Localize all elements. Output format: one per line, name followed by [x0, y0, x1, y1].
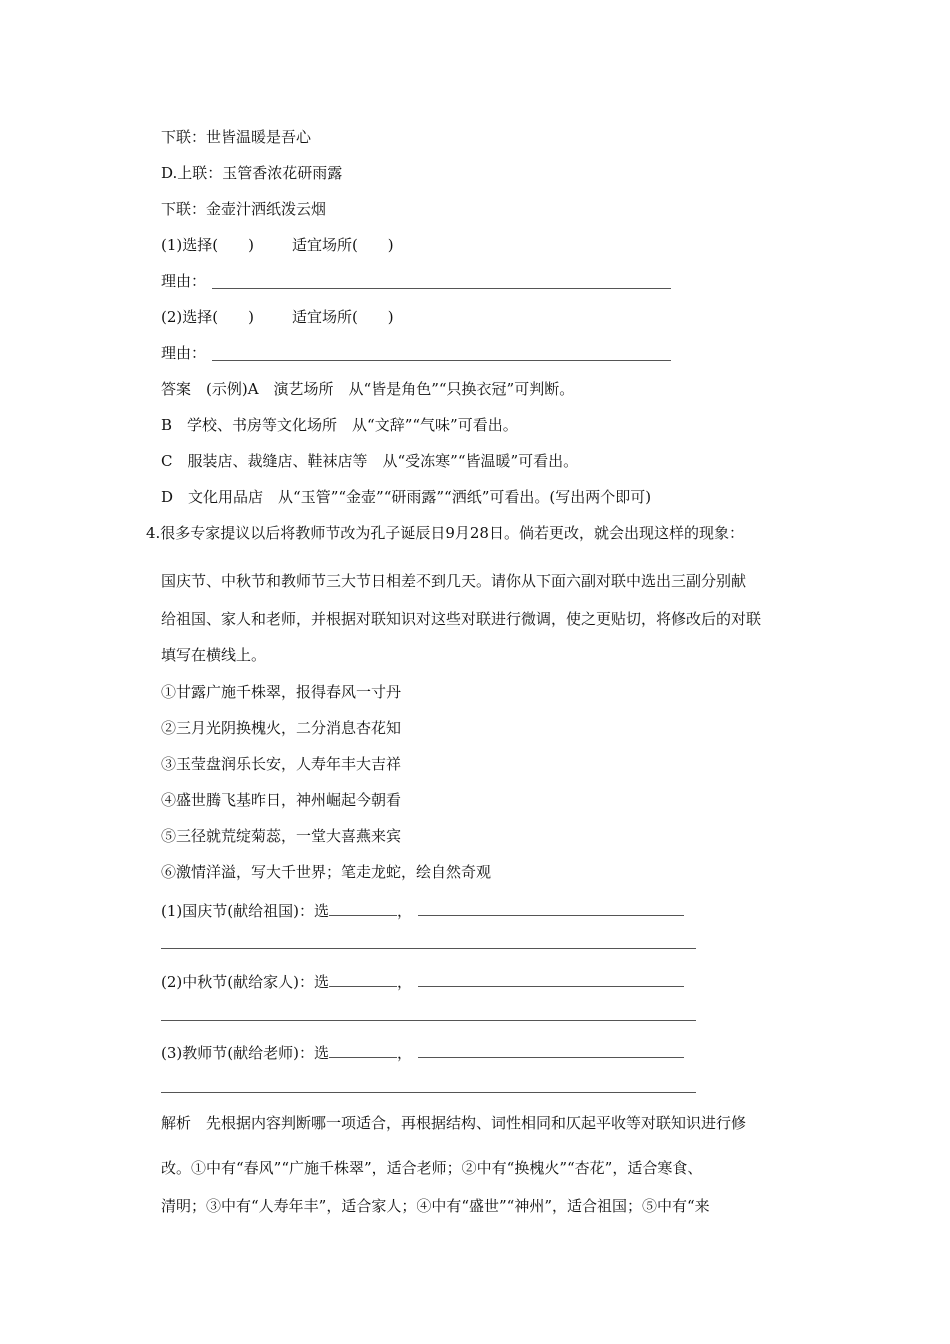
answer-blank[interactable] [418, 1042, 684, 1058]
question-2-select [161, 307, 394, 327]
fill-comma: ， [396, 973, 412, 991]
fill-in-3 [161, 1042, 684, 1063]
fill-comma: ， [396, 902, 412, 920]
couplet-option: ④盛世腾飞基昨日，神州崛起今朝看 [161, 791, 402, 809]
answer-blank[interactable] [418, 971, 684, 987]
couplet-line: D.上联：玉管香浓花研雨露 [161, 164, 343, 182]
answer-blank-continued[interactable] [161, 1020, 696, 1021]
choose-label: (2)选择( ) [161, 308, 254, 326]
analysis-text: 改。①中有“春风”“广施千株翠”，适合老师；②中有“换槐火”“杏花”，适合寒食、 [161, 1159, 703, 1177]
answer-a: 答案 (示例)A 演艺场所 从“皆是角色”“只换衣冠”可判断。 [161, 380, 575, 398]
choice-blank[interactable] [329, 971, 397, 987]
reason-label: 理由： [161, 272, 207, 290]
answer-blank-continued[interactable] [161, 948, 696, 949]
choice-blank[interactable] [329, 900, 397, 916]
reason-label: 理由： [161, 344, 207, 362]
place-label: 适宜场所( ) [291, 308, 394, 326]
question-4-text: 4.很多专家提议以后将教师节改为孔子诞辰日9月28日。倘若更改，就会出现这样的现象： [146, 524, 744, 542]
couplet-option: ⑥激情洋溢，写大千世界；笔走龙蛇，绘自然奇观 [161, 863, 492, 881]
question-4-text: 填写在横线上。 [161, 646, 267, 664]
answer-c: C 服装店、裁缝店、鞋袜店等 从“受冻寒”“皆温暖”可看出。 [161, 452, 579, 470]
answer-b: B 学校、书房等文化场所 从“文辞”“气味”可看出。 [161, 416, 518, 434]
fill-label: (2)中秋节(献给家人)：选 [161, 973, 329, 991]
answer-d: D 文化用品店 从“玉管”“金壶”“研雨露”“洒纸”可看出。(写出两个即可) [161, 488, 652, 506]
fill-label: (1)国庆节(献给祖国)：选 [161, 902, 329, 920]
question-4-text: 给祖国、家人和老师，并根据对联知识对这些对联进行微调，使之更贴切，将修改后的对联 [161, 610, 762, 628]
couplet-line: 下联：金壶汁洒纸泼云烟 [161, 200, 327, 218]
reason-blank[interactable] [212, 360, 671, 361]
analysis-text: 解析 先根据内容判断哪一项适合，再根据结构、词性相同和仄起平收等对联知识进行修 [161, 1114, 747, 1132]
question-1-select [161, 235, 394, 255]
couplet-option: ⑤三径就荒绽菊蕊，一堂大喜燕来宾 [161, 827, 402, 845]
couplet-line: 下联：世皆温暖是吾心 [161, 128, 312, 146]
answer-blank[interactable] [418, 900, 684, 916]
couplet-option: ③玉莹盘润乐长安，人寿年丰大吉祥 [161, 755, 402, 773]
fill-label: (3)教师节(献给老师)：选 [161, 1044, 329, 1062]
analysis-text: 清明；③中有“人寿年丰”，适合家人；④中有“盛世”“神州”，适合祖国；⑤中有“来 [161, 1197, 710, 1215]
choose-label: (1)选择( ) [161, 236, 254, 254]
couplet-option: ①甘露广施千株翠，报得春风一寸丹 [161, 683, 402, 701]
answer-blank-continued[interactable] [161, 1092, 696, 1093]
fill-in-2 [161, 971, 684, 992]
couplet-option: ②三月光阴换槐火，二分消息杏花知 [161, 719, 402, 737]
fill-comma: ， [396, 1044, 412, 1062]
question-4-text: 国庆节、中秋节和教师节三大节日相差不到几天。请你从下面六副对联中选出三副分别献 [161, 572, 747, 590]
reason-blank[interactable] [212, 288, 671, 289]
choice-blank[interactable] [329, 1042, 397, 1058]
place-label: 适宜场所( ) [291, 236, 394, 254]
fill-in-1 [161, 900, 684, 921]
